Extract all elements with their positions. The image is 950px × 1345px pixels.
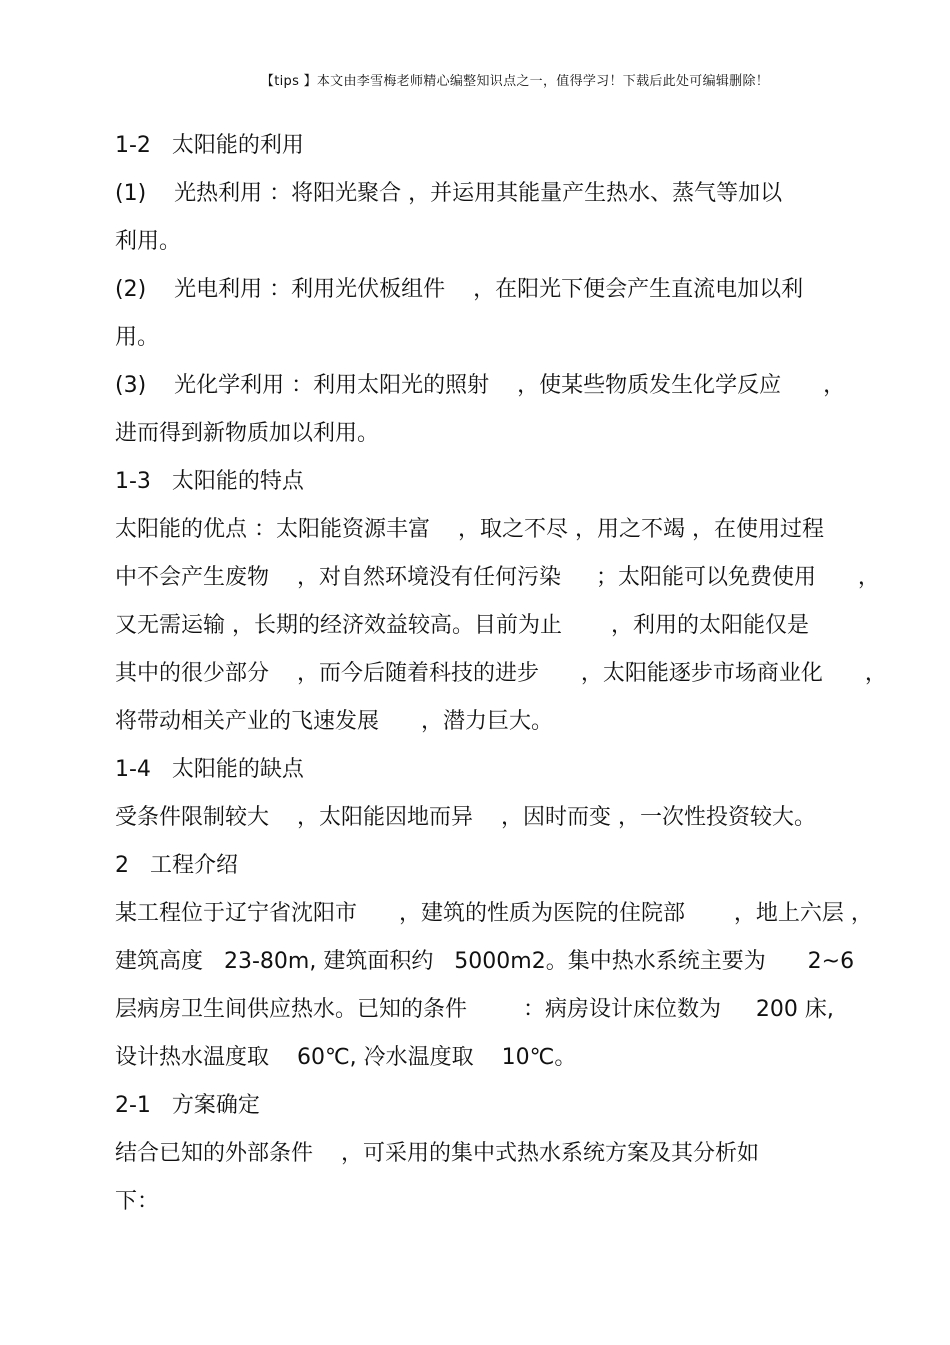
section-heading-1-4: 1-4 太阳能的缺点: [115, 757, 304, 782]
paragraph-line: 用。: [115, 325, 160, 350]
paragraph-line: 中不会产生废物 ，对自然环境没有任何污染 ；太阳能可以免费使用 ，: [115, 565, 880, 590]
paragraph-line: 层病房卫生间供应热水。已知的条件 ：病房设计床位数为 200 床,: [115, 997, 834, 1022]
section-heading-1-3: 1-3 太阳能的特点: [115, 469, 304, 494]
section-heading-2-1: 2-1 方案确定: [115, 1093, 260, 1118]
paragraph-line: (2) 光电利用 ：利用光伏板组件 ，在阳光下便会产生直流电加以利: [115, 277, 804, 302]
paragraph-line: 太阳能的优点 ：太阳能资源丰富 ，取之不尽 ，用之不竭 ，在使用过程: [115, 517, 824, 542]
paragraph-line: 又无需运输 ，长期的经济效益较高。目前为止 ，利用的太阳能仅是: [115, 613, 809, 638]
paragraph-line: 结合已知的外部条件 ，可采用的集中式热水系统方案及其分析如: [115, 1141, 759, 1166]
paragraph-line: (1) 光热利用 ：将阳光聚合 ，并运用其能量产生热水、蒸气等加以: [115, 181, 783, 206]
paragraph-line: (3) 光化学利用 ：利用太阳光的照射 ，使某些物质发生化学反应 ，: [115, 373, 846, 398]
section-heading-1-2: 1-2 太阳能的利用: [115, 133, 304, 158]
section-heading-2: 2 工程介绍: [115, 853, 238, 878]
paragraph-line: 建筑高度 23-80m, 建筑面积约 5000m2。集中热水系统主要为 2~6: [115, 949, 855, 974]
paragraph-line: 将带动相关产业的飞速发展 ，潜力巨大。: [115, 709, 553, 734]
header-tips: 【tips 】本文由李雪梅老师精心编整知识点之一，值得学习！下载后此处可编辑删除！: [260, 74, 770, 89]
paragraph-line: 下：: [115, 1189, 160, 1214]
paragraph-line: 进而得到新物质加以利用。: [115, 421, 380, 446]
paragraph-line: 某工程位于辽宁省沈阳市 ，建筑的性质为医院的住院部 ，地上六层 ，: [115, 901, 873, 926]
paragraph-line: 设计热水温度取 60℃, 冷水温度取 10℃。: [115, 1045, 577, 1070]
paragraph-line: 利用。: [115, 229, 182, 254]
paragraph-line: 其中的很少部分 ，而今后随着科技的进步 ，太阳能逐步市场商业化 ，: [115, 661, 887, 686]
paragraph-line: 受条件限制较大 ，太阳能因地而异 ，因时而变 ，一次性投资较大。: [115, 805, 816, 830]
